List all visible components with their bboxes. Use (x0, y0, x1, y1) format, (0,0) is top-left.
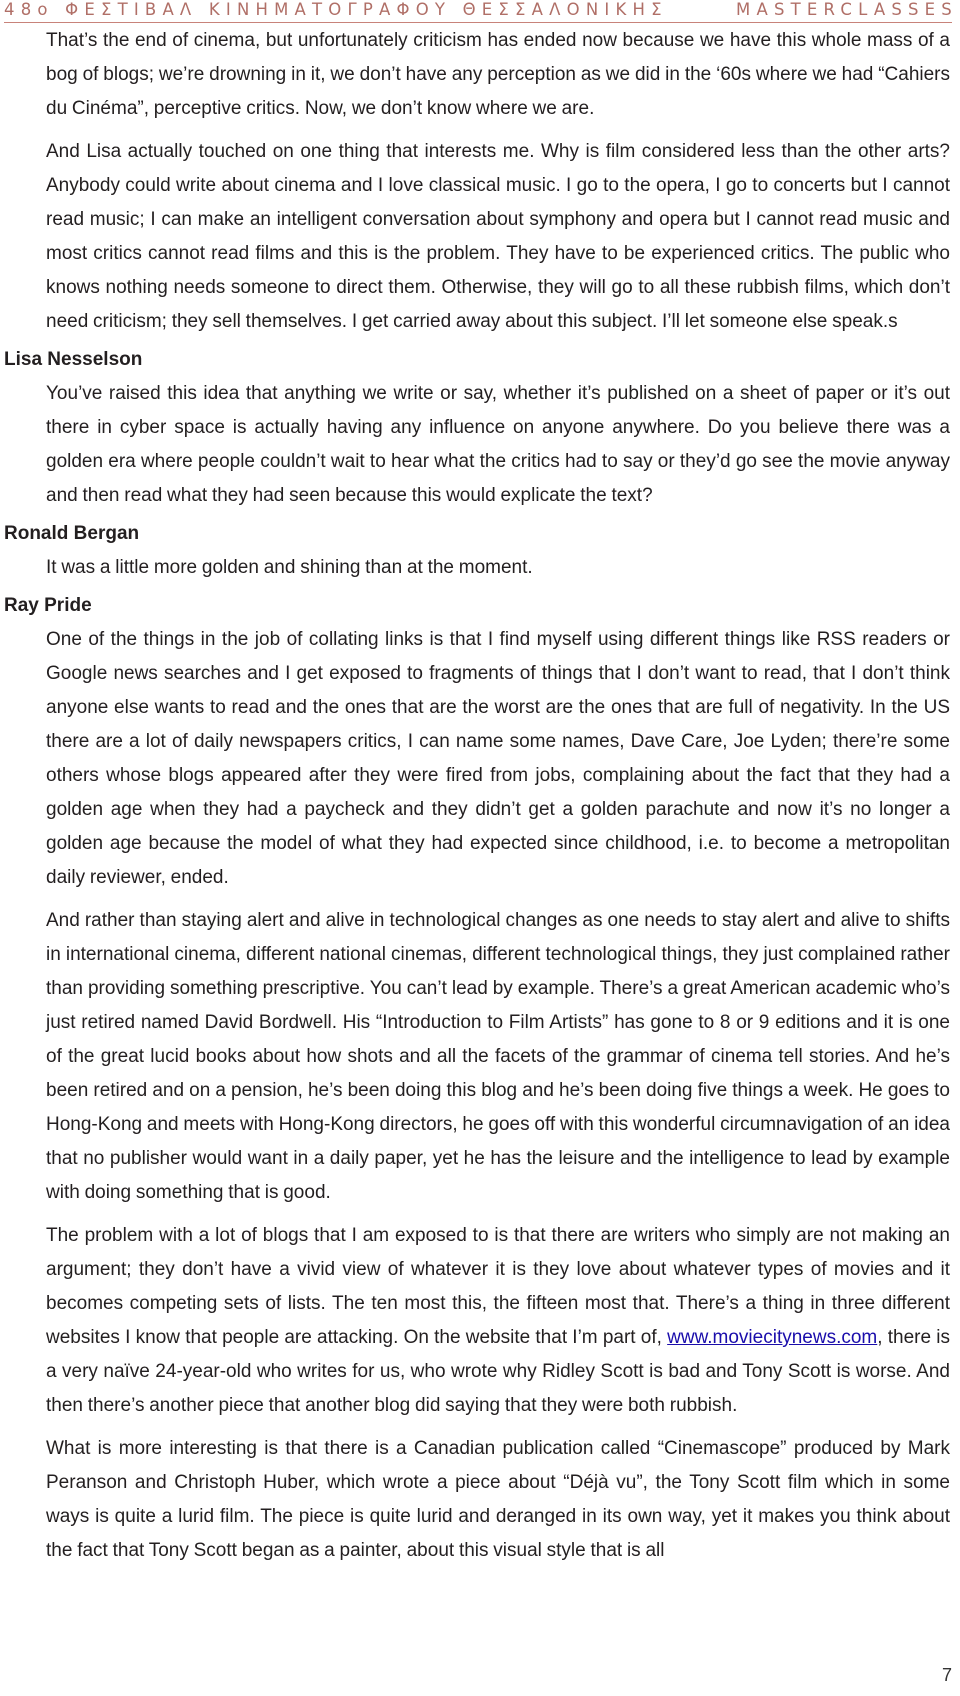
section-title: MASTERCLASSES (736, 0, 958, 19)
transcript-paragraph: And Lisa actually touched on one thing that interests me. Why is film considered less than the other arts? Anybody could write about cinema and I love classical music. I go to the opera, I go to concerts but I cannot read music; I can make an intelligent conversation about symphony and opera but I cannot read music and most critics cannot read films and this is the problem. They have to be experienced critics. The public who knows nothing needs someone to direct them. Otherwise, they will go to all these rubbish films, which don’t need criticism; they sell themselves. I get carried away about this subject. I’ll let someone else speak.s (46, 141, 950, 332)
link-paragraph-after: , there is a very naïve 24-year-old who writes for us, who wrote why Ridley Scott is bad and Tony Scott is worse. And then there’s another piece that another blog did saying that they were both rubbish. (46, 1327, 950, 1416)
transcript-paragraph: And rather than staying alert and alive in technological changes as one needs to stay alert and alive to shifts in international cinema, different national cinemas, different technological things, they just complained rather than providing something prescriptive. You can’t lead by example. There’s a great American academic who’s just retired named David Bordwell. His “Introduction to Film Artists” has gone to 8 or 9 editions and it is one of the great lucid books about how shots and all the facets of the grammar of cinema tell stories. And he’s been retired and on a pension, he’s been doing this blog and he’s been doing five things a week. He goes to Hong-Kong and meets with Hong-Kong directors, he goes off with this wonderful circumnavigation of an idea that no publisher would want in a daily paper, yet he has the leisure and the intelligence to lead by example with doing something that is good. (46, 910, 950, 1203)
transcript-paragraph: It was a little more golden and shining than at the moment. (46, 557, 533, 578)
transcript-paragraph: You’ve raised this idea that anything we write or say, whether it’s published on a sheet of paper or it’s out there in cyber space is actually having any influence on anyone anywhere. Do you believe there was a golden era where people couldn’t wait to hear what the critics had to say or they’d go see the movie anyway and then read what they had seen because this would explicate the text? (46, 383, 950, 506)
transcript-paragraph: One of the things in the job of collating links is that I find myself using different things like RSS readers or Google news searches and I get exposed to fragments of things that I don’t want to read, that I don’t think anyone else wants to read and the ones that are the worst are the ones that are full of negativity. In the US there are a lot of daily newspapers critics, I can name some names, Dave Care, Joe Lyden; there’re some others whose blogs appeared after they were fired from jobs, complaining about the fact that they had a golden age when they had a paycheck and they didn’t get a golden parachute and now it’s no longer a golden age because the model of what they had expected since childhood, i.e. to become a metropolitan daily reviewer, ended. (46, 629, 950, 888)
transcript-paragraph: What is more interesting is that there is a Canadian publication called “Cinemascope” produced by Mark Peranson and Christoph Huber, which wrote a piece about “Déjà vu”, the Tony Scott film which in some ways is quite a lurid film. The piece is quite lurid and deranged in its own way, yet it makes you think about the fact that Tony Scott began as a painter, about this visual style that is all (46, 1438, 950, 1561)
running-header (4, 0, 958, 23)
speaker-name: Ray Pride (4, 595, 92, 616)
link-paragraph-before: The problem with a lot of blogs that I am exposed to is that there are writers who simply are not making an argument; they don’t have a vivid view of whatever it is they love about whatever types of movies and it becomes competing sets of lists. The ten most this, the fifteen most that. There’s a thing in three different websites I know that people are attacking. On the website that I’m part of, (46, 1225, 950, 1348)
speaker-name: Lisa Nesselson (4, 349, 143, 370)
moviecitynews-link[interactable]: www.moviecitynews.com (667, 1327, 878, 1348)
page-number: 7 (941, 1665, 952, 1685)
transcript-body (0, 24, 956, 1572)
festival-title: 48o ΦΕΣΤΙΒΑΛ ΚΙΝΗΜΑΤΟΓΡΑΦΟΥ ΘΕΣΣΑΛΟΝΙΚΗΣ (4, 0, 668, 19)
transcript-paragraph-with-link (46, 1219, 950, 1423)
speaker-name: Ronald Bergan (4, 523, 140, 544)
transcript-paragraph: That’s the end of cinema, but unfortunately criticism has ended now because we have this whole mass of a bog of blogs; we’re drowning in it, we don’t have any perception as we did in the ‘60s where we had “Cahiers du Cinéma”, perceptive critics. Now, we don’t know where we are. (46, 30, 950, 119)
